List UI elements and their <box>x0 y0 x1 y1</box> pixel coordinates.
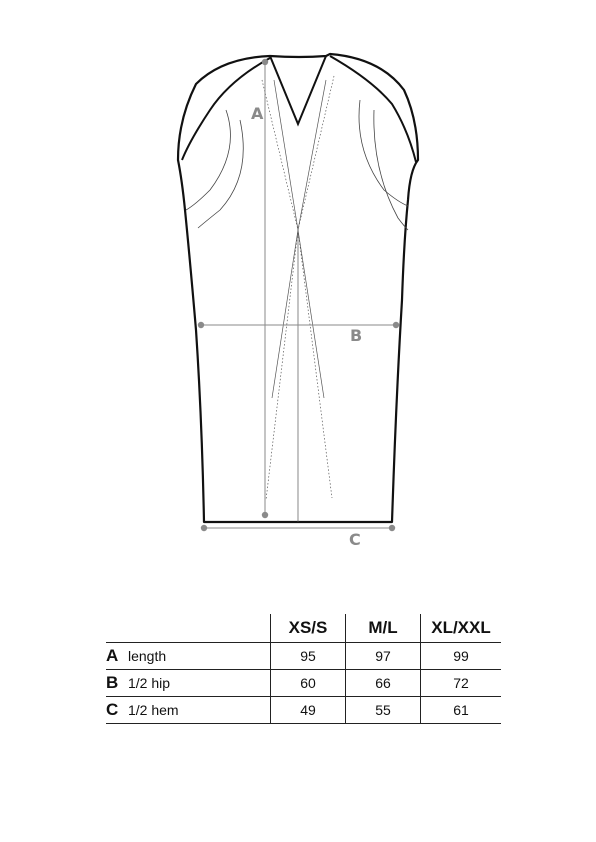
table-cell: 61 <box>421 697 502 724</box>
row-letter: C <box>106 700 119 719</box>
row-letter: A <box>106 646 119 665</box>
measure-c-start-dot <box>201 525 207 531</box>
measure-b-label: B <box>350 326 363 345</box>
wrap-line-right <box>266 76 334 500</box>
table-cell: 60 <box>271 670 346 697</box>
left-drape-fold <box>186 110 230 210</box>
measure-c-end-dot <box>389 525 395 531</box>
table-cell: 95 <box>271 643 346 670</box>
table-cell: 55 <box>346 697 421 724</box>
table-cell: 72 <box>421 670 502 697</box>
table-cell: 66 <box>346 670 421 697</box>
table-cell: 49 <box>271 697 346 724</box>
header-empty-cell <box>106 614 271 643</box>
row-label <box>106 670 271 697</box>
size-chart-table <box>106 614 501 724</box>
row-label <box>106 643 271 670</box>
table-row <box>106 697 501 724</box>
wrap-line-right-solid <box>272 80 326 398</box>
measure-b-end-dot <box>393 322 399 328</box>
wrap-line-left <box>262 80 332 498</box>
measure-a-label: A <box>251 104 264 123</box>
size-header-m-l: M/L <box>346 614 421 643</box>
row-name: 1/2 hip <box>128 675 171 691</box>
table-row <box>106 643 501 670</box>
measure-a-start-dot <box>262 59 268 65</box>
row-name: 1/2 hem <box>128 702 179 718</box>
size-header-xs-s: XS/S <box>271 614 346 643</box>
table-cell: 99 <box>421 643 502 670</box>
measure-b-start-dot <box>198 322 204 328</box>
wrap-line-left-solid <box>274 80 324 398</box>
row-label <box>106 697 271 724</box>
table-cell: 97 <box>346 643 421 670</box>
right-sleeve-line <box>330 56 416 162</box>
right-drape-fold-2 <box>374 110 408 230</box>
size-header-xl-xxl: XL/XXL <box>421 614 502 643</box>
row-name: length <box>128 648 167 664</box>
v-neckline <box>270 56 326 124</box>
measure-a-end-dot <box>262 512 268 518</box>
size-header-row <box>106 614 501 643</box>
right-drape-fold <box>359 100 408 206</box>
table-row <box>106 670 501 697</box>
measure-c-label: C <box>349 530 361 549</box>
row-letter: B <box>106 673 119 692</box>
